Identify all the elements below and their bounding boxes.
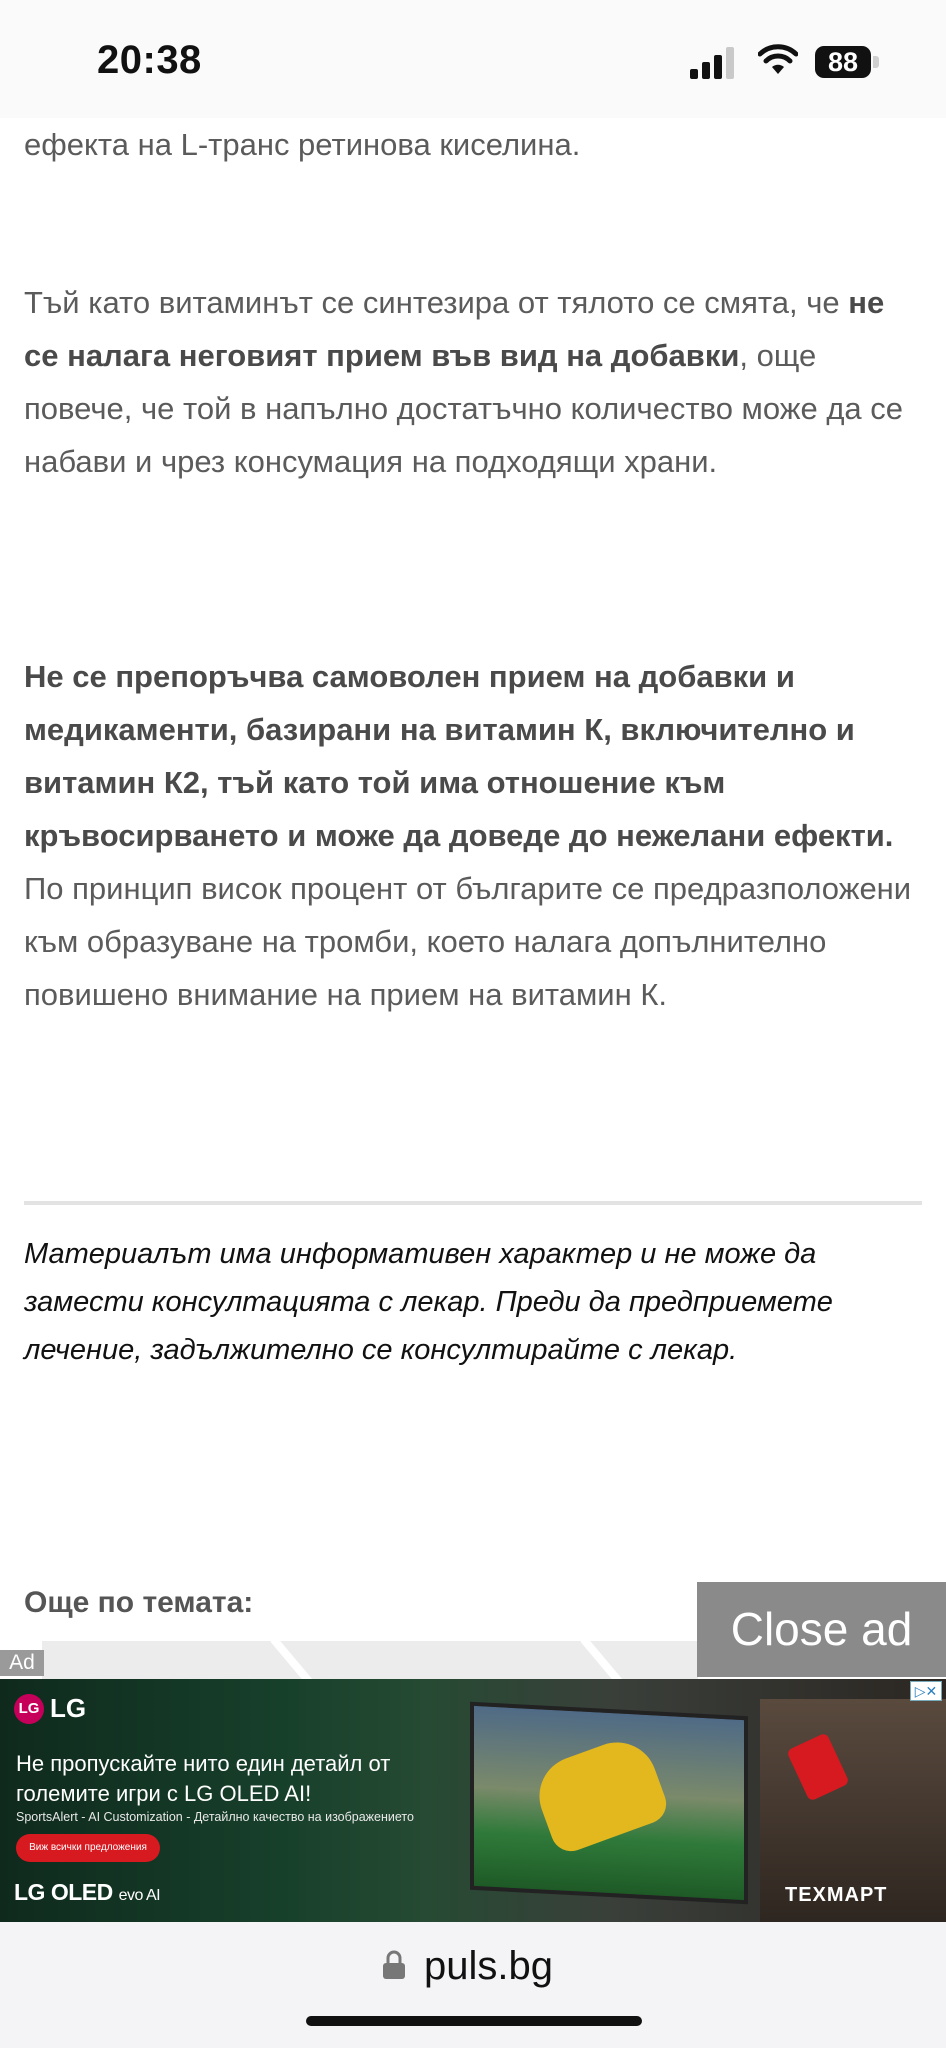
lg-face-icon: LG (14, 1694, 44, 1724)
battery-icon (815, 46, 883, 80)
lg-logo (14, 1693, 86, 1724)
address-url[interactable]: puls.bg (424, 1944, 553, 1988)
battery-level: 88 (815, 46, 871, 78)
medical-disclaimer: Материалът има информативен характер и не може да замести консултацията с лекар. Преди да предприемете лечение, задължително се консултирайте с лекар. (24, 1238, 833, 1366)
ad-banner[interactable] (0, 1679, 946, 1922)
lock-icon (382, 1950, 406, 1980)
cellular-signal-icon (690, 47, 740, 79)
status-bar (0, 0, 946, 118)
status-time: 20:38 (97, 38, 202, 82)
ad-subline: SportsAlert - AI Customization - Детайлно качество на изображението (16, 1810, 414, 1824)
lg-oled-logo: LG OLED evo AI (14, 1879, 161, 1905)
home-indicator[interactable] (306, 2016, 642, 2026)
ad-label: Ad (0, 1650, 44, 1676)
close-ad-button[interactable]: Close ad (697, 1582, 946, 1677)
wifi-icon (758, 44, 798, 78)
paragraph-synthesis: Тъй като витаминът се синтезира от тялото се смята, че не се налага неговият прием във вид на добавки, още повече, че той в напълно достатъчно количество може да се набави и чрез консумация на подходящи храни. (24, 285, 904, 479)
lg-brand-text: LG (50, 1693, 87, 1723)
bold-warning: Не се препоръчва самоволен прием на добавки и медикаменти, базирани на витамин К, включително и витамин К2, тъй като той има отношение към кръвосирването и може да доведе до нежелани ефекти. (24, 659, 894, 853)
adchoices-close-icon[interactable]: ▷✕ (910, 1681, 942, 1701)
related-article-thumbnail[interactable] (42, 1641, 698, 1679)
related-section-title: Още по темата: (24, 1586, 254, 1619)
divider (24, 1201, 922, 1205)
paragraph-warning: Не се препоръчва самоволен прием на добавки и медикаменти, базирани на витамин К, включително и витамин К2, тъй като той има отношение към кръвосирването и може да доведе до нежелани ефекти. По принцип висок процент от българите се предразположени към образуване на тромби, което налага допълнително повишено внимание на прием на витамин К. (24, 659, 912, 1012)
technomarket-logo: ТЕХМАРТ (785, 1884, 888, 1906)
paragraph-intro: ефекта на L-транс ретинова киселина. (24, 127, 581, 162)
bold-no-supplements: не се налага неговият прием във вид на добавки (24, 285, 885, 373)
ad-cta-button[interactable]: Виж всички предложения (16, 1834, 160, 1862)
ad-headline: Не пропускайте нито един детайл от големите игри с LG OLED AI! (16, 1751, 391, 1806)
